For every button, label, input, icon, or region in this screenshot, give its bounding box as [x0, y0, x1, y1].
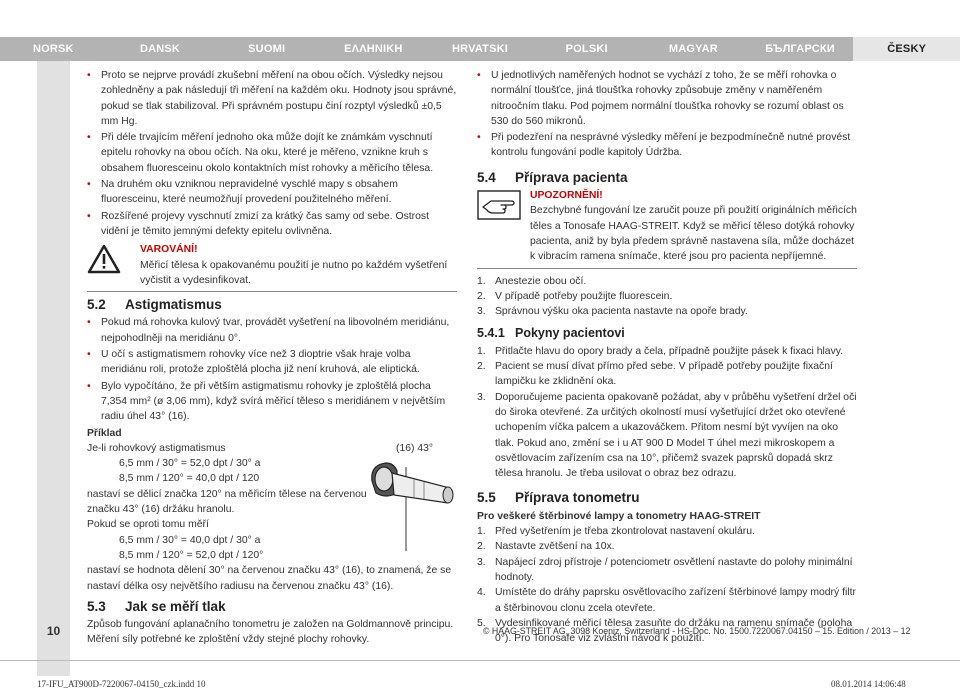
- list-item: 1. Před vyšetřením je třeba zkontrolovat nastavení okuláru.: [477, 526, 755, 538]
- list-item: • U jednotlivých naměřených hodnot se vychází z toho, že se měří rohovka o normální tloušťce, jiná tloušťka rohovky způsobuje změny v naměřeném nitroočním tlaku. Pod pojmem normální tloušťka rohovky se rozumí oblast os 530 do 560 mikronů.: [477, 68, 857, 129]
- tab-greek[interactable]: ΕΛΛΗΝΙΚΗ: [344, 43, 403, 55]
- note-text: Bezchybné fungování lze zaručit pouze při použití originálních měřicích těles a Tonosafe HAAG-STREIT. Když se měřicí těleso dotýká rohovky pacienta, aniž by byla předem správně nastavena síla, může docházet k vibracím ramena snímače, které jsou pro pacienta nepříjemné.: [530, 205, 857, 263]
- example-label: Příklad: [87, 427, 122, 439]
- tab-magyar[interactable]: MAGYAR: [668, 43, 718, 55]
- example-line: 6,5 mm / 30° = 40,0 dpt / 30° a: [119, 534, 261, 546]
- list-item: • Bylo vypočítáno, že při větším astigmatismu rohovky je zploštělá plocha 7,354 mm² (ø 3,06 mm), když svírá měřicí těleso s meridiánem v největším radiu úhel 43° (16).: [87, 379, 457, 425]
- example-line: značku 43° (16) držáku hranolu.: [87, 504, 235, 516]
- list-item: 3. Doporučujeme pacienta opakovaně požádat, aby v průběhu vyšetření držel oči do široka otevřené. Za určitých okolností musí vyšetřující držet oko otevřené uchopením víčka palcem a ukazováčkem. Přitom nesmí být vyvíjen na oko tlak. Pokud ano, změní se i u AT 900 D Model T úhel mezi mikroskopem a osvětlovacím zařízením csa na 10°, přičemž svazek paprsků dopadá skrz tělesa hranolu. Je třeba usilovat o obraz bez odrazu.: [477, 391, 857, 480]
- example-line: 8,5 mm / 120° = 40,0 dpt / 120: [119, 473, 260, 485]
- example-line: nastaví se dělicí značka 120° na měřicím tělese na červenou: [87, 488, 367, 500]
- warning-triangle-icon: [87, 244, 121, 274]
- list-item: 3. Napájecí zdroj přístroje / potenciometr osvětlení nastavte do polohy minimální hodnoty.: [477, 556, 853, 583]
- list-item: • Při podezření na nesprávné výsledky měření je bezpodmínečně nutné provést kontrolu fungování podle kapitoly Údržba.: [477, 130, 857, 161]
- example-line: 6,5 mm / 30° = 52,0 dpt / 30° a: [119, 458, 261, 470]
- tab-suomi[interactable]: SUOMI: [248, 43, 286, 55]
- axis-marker-label: (16) 43°: [396, 442, 434, 454]
- list-item: 2. Pacient se musí dívat přímo před sebe. V případě potřeby použijte fixační lampičku ke zklidnění oka.: [477, 361, 833, 388]
- section-heading-5-5: 5.5 Příprava tonometru: [477, 490, 640, 506]
- list-item: 4. Umístěte do dráhy paprsku osvětlovacího zařízení štěrbinové lampy modrý filtr a štěrbinovou clonu zcela otevřete.: [477, 587, 856, 614]
- tab-bulgarian[interactable]: БЪЛГАРСКИ: [765, 43, 835, 55]
- list-item: 3. Správnou výšku oka pacienta nastavte na opoře brady.: [477, 306, 748, 318]
- list-item: 5. Vydesinfikované měřicí tělesa zasuňte do držáku na ramenu snímače (poloha 0°). Pro Tonosafe viz zvláštní návod k použití.: [477, 617, 853, 645]
- example-line: 8,5 mm / 120° = 52,0 dpt / 120°: [119, 549, 264, 561]
- list-item: • Pokud má rohovka kulový tvar, provádět vyšetření na libovolném meridiánu, nejpohodlněji na meridiánu 0°.: [87, 315, 457, 346]
- example-line: Je-li rohovkový astigmatismus: [87, 442, 226, 454]
- tab-dansk[interactable]: DANSK: [139, 43, 181, 55]
- right-column: [477, 68, 857, 646]
- list-item: 2. V případě potřeby použijte fluorescein.: [477, 290, 673, 302]
- list-item: 1. Přitlačte hlavu do opory brady a čela, případně použijte pásek k fixaci hlavy.: [477, 345, 844, 357]
- note-box: [477, 188, 857, 268]
- section-heading-5-3: 5.3 Jak se měří tlak: [87, 598, 226, 614]
- warning-title: VAROVÁNÍ!: [140, 244, 198, 256]
- pointing-hand-icon: [477, 190, 521, 220]
- print-file-name: 17-IFU_AT900D-7220067-04150_czk.indd 10: [37, 679, 206, 689]
- note-title: UPOZORNĚNÍ!: [530, 190, 603, 202]
- list-item: • Při déle trvajícím měření jednoho oka může dojít ke známkám vyschnutí epitelu rohovky na obou očích. Na oku, které je měřeno, vznikne kruh s obsahem fluoresceinu okolo kontaktních míst rohovky a měřicího tělesa.: [87, 130, 457, 176]
- warning-text: Měřicí tělesa k opakovanému použití je nutno po každém vyšetření vyčistit a vydesinfikovat.: [140, 259, 448, 286]
- section-heading-5-4: 5.4 Příprava pacienta: [477, 169, 628, 185]
- tab-cesky[interactable]: ČESKY: [853, 37, 960, 61]
- list-item: • U očí s astigmatismem rohovky více než 3 dioptrie však hraje volba meridiánu roli, protože zploštělá plocha již není kruhová, ale eliptická.: [87, 347, 457, 378]
- subheading: Pro veškeré štěrbinové lampy a tonometry HAAG-STREIT: [477, 510, 761, 522]
- list-item: • Na druhém oku vzniknou nepravidelné vyschlé mapy s obsahem fluoresceinu, které neumožňují provedení použitelného měření.: [87, 177, 457, 208]
- list-item: • Rozšířené projevy vyschnutí zmizí za krátký čas samy od sebe. Ostrost vidění je těmito jemnými defekty epitelu ovlivněna.: [87, 209, 457, 240]
- section-heading-5-4-1: 5.4.1 Pokyny pacientovi: [477, 326, 625, 341]
- example-line: nastaví se hodnota dělení 30° na červenou značku 43° (16), to znamená, že se nastaví délka osy největšího radiusu na červenou značku 43° (16).: [87, 565, 452, 592]
- footer-divider: [0, 660, 960, 661]
- page-sidebar: [37, 61, 70, 676]
- tab-hrvatski[interactable]: HRVATSKI: [452, 43, 509, 55]
- list-item: • Proto se nejprve provádí zkušební měření na obou očích. Výsledky nejsou zohledněny a pak následují tři měření na každém oku. Hodnoty jsou správné, pokud se tlak stabilizoval. Při správném postupu činí rozptyl výsledků ±0,5 mm Hg.: [87, 68, 457, 129]
- warning-box: [87, 242, 457, 292]
- tab-norsk[interactable]: NORSK: [32, 43, 74, 55]
- example-line: Pokud se oproti tomu měří: [87, 519, 209, 531]
- list-item: 1. Anestezie obou očí.: [477, 275, 587, 287]
- measuring-prism-illustration: [364, 453, 464, 553]
- print-timestamp: 08.01.2014 14:06:48: [831, 679, 906, 689]
- list-item: 2. Nastavte zvětšení na 10x.: [477, 541, 615, 553]
- example-block: [87, 441, 457, 594]
- left-column: [87, 68, 457, 648]
- copyright-line: © HAAG-STREIT AG, 3098 Koeniz, Switzerland - HS-Doc. No. 1500.7220067.04150 – 15. Edition / 2013 – 12: [483, 626, 911, 636]
- page-number: 10: [46, 624, 61, 638]
- tab-polski[interactable]: POLSKI: [565, 43, 608, 55]
- section-heading-5-2: 5.2 Astigmatismus: [87, 297, 222, 313]
- language-tabs: [0, 37, 960, 61]
- paragraph: Způsob fungování aplanačního tonometru je založen na Goldmannově principu. Měření síly potřebné ke zploštění vždy stejné plochy rohovky.: [87, 619, 454, 646]
